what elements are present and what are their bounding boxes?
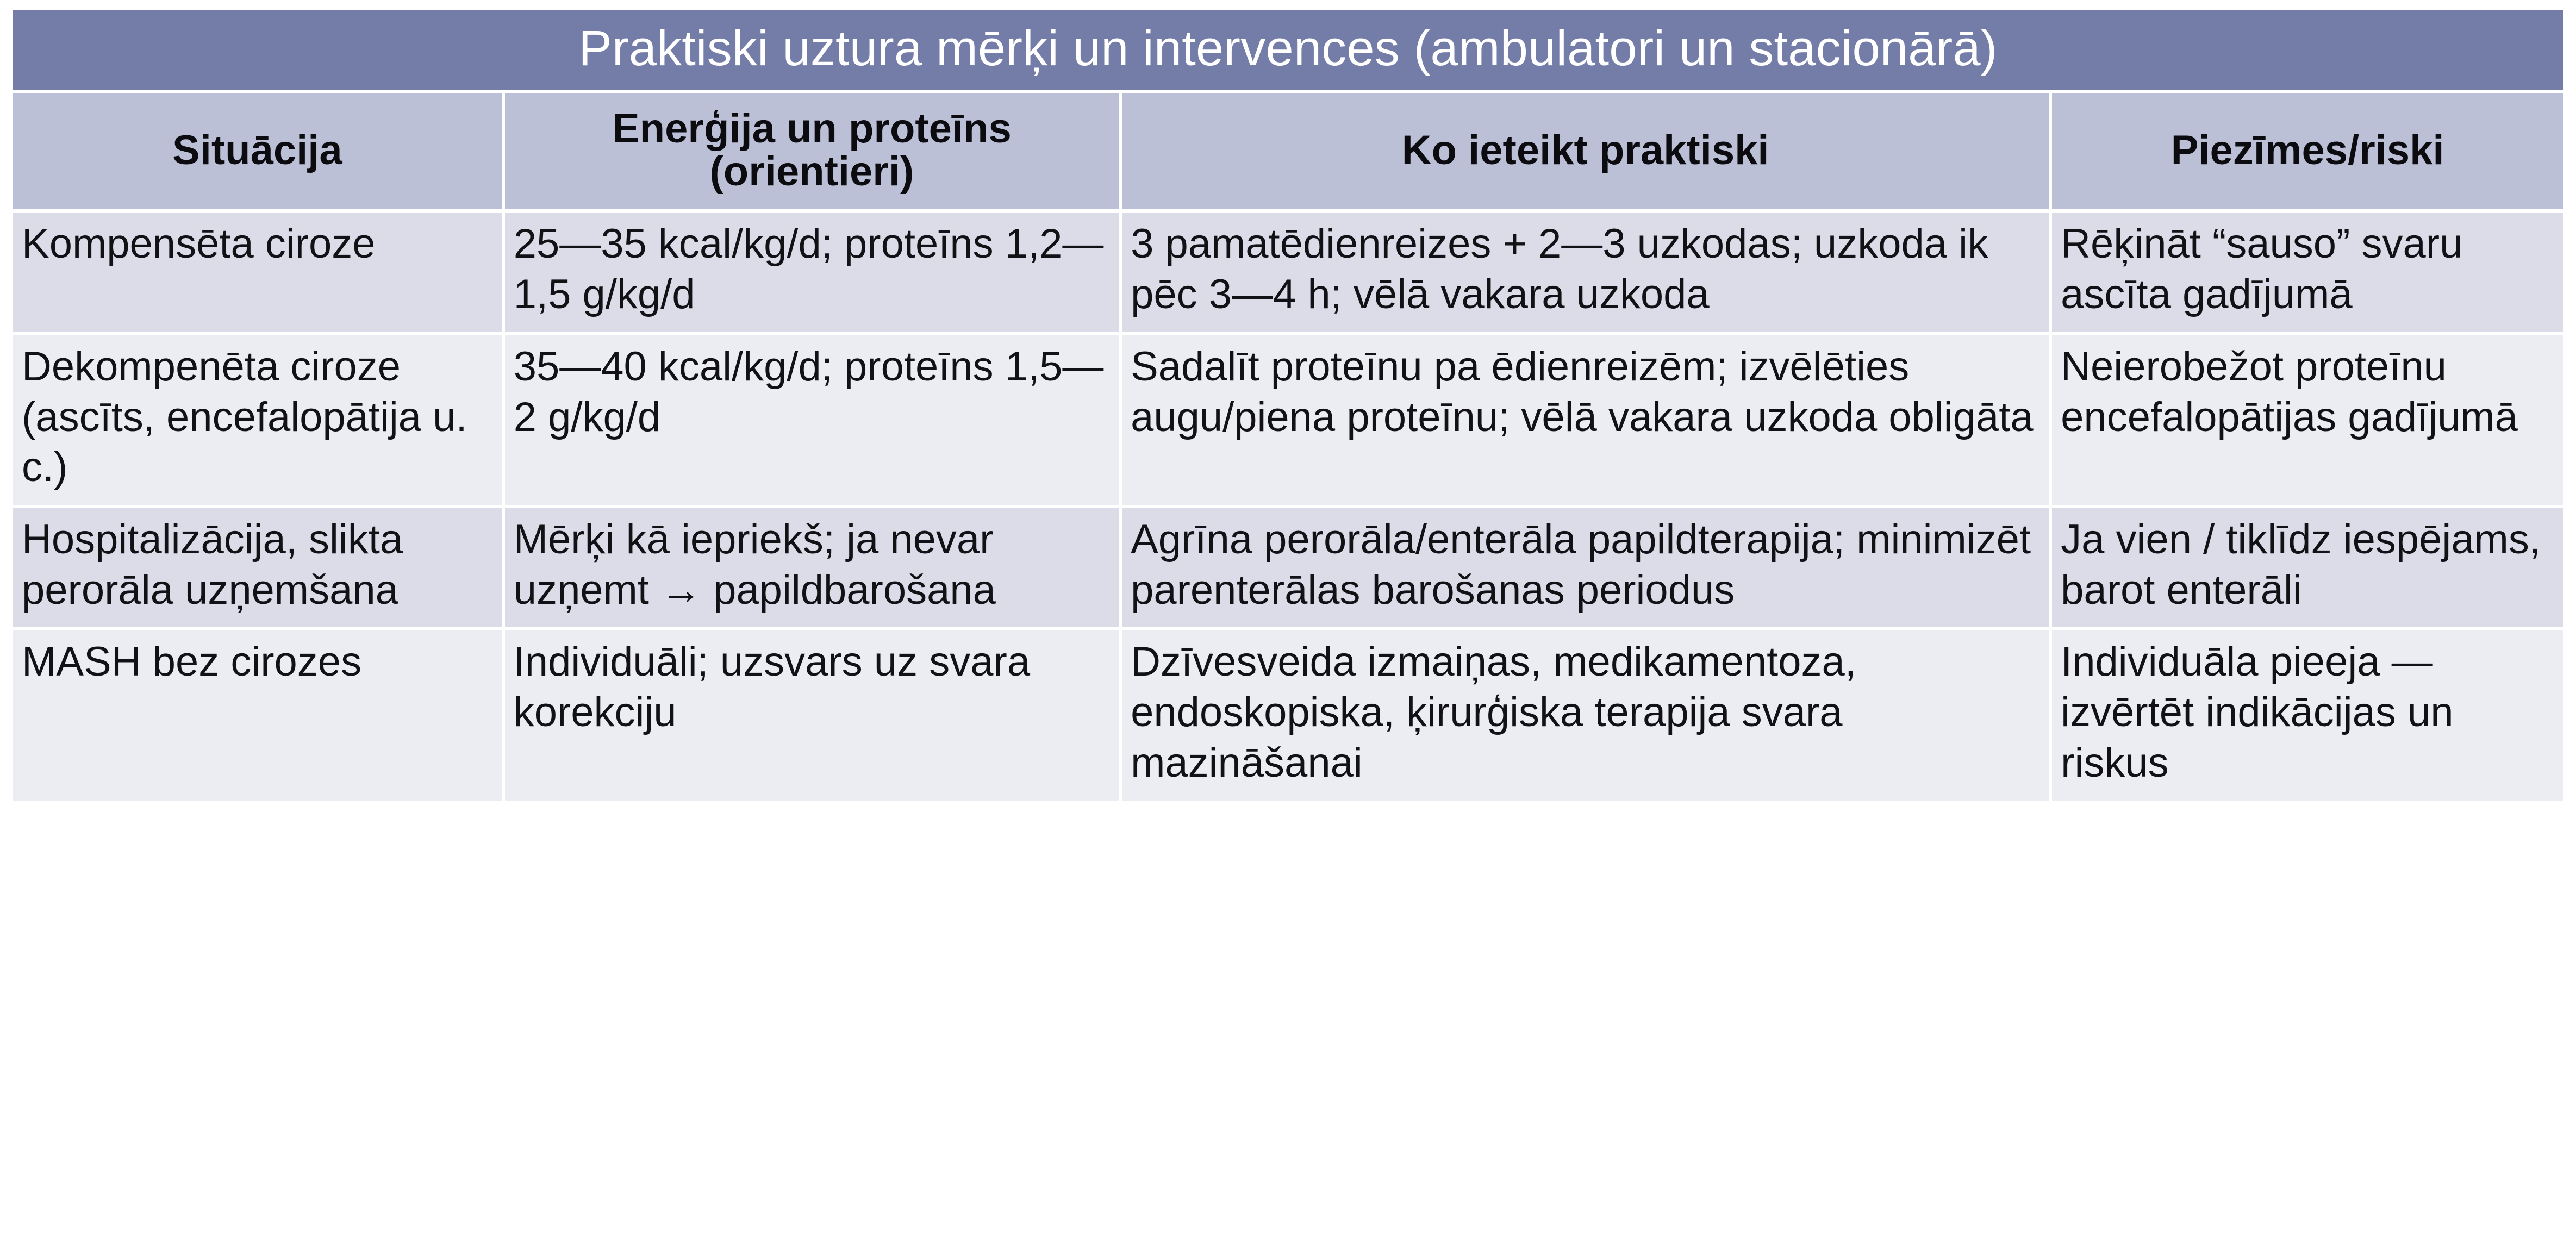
cell-situacija: Kompensēta ciroze <box>13 213 502 332</box>
cell-ieteikt: 3 pamatēdienreizes + 2—3 uzkodas; uzkoda ik pēc 3—4 h; vēlā vakara uzkoda <box>1122 213 2049 332</box>
table-header-row <box>13 93 2563 209</box>
cell-energija: Mērķi kā iepriekš; ja nevar uzņemt → papildbarošana <box>505 508 1119 627</box>
cell-situacija: MASH bez cirozes <box>13 630 502 800</box>
cell-energija: 25—35 kcal/kg/d; proteīns 1,2—1,5 g/kg/d <box>505 213 1119 332</box>
cell-situacija: Hospitalizācija, slikta perorāla uzņemšana <box>13 508 502 627</box>
table-row <box>13 335 2563 505</box>
cell-energija: 35—40 kcal/kg/d; proteīns 1,5—2 g/kg/d <box>505 335 1119 505</box>
table-title: Praktiski uztura mērķi un intervences (ambulatori un stacionārā) <box>13 10 2563 90</box>
table-row <box>13 213 2563 332</box>
table-row <box>13 630 2563 800</box>
cell-piezimes: Ja vien / tiklīdz iespējams, barot enterāli <box>2052 508 2563 627</box>
cell-piezimes: Rēķināt “sauso” svaru ascīta gadījumā <box>2052 213 2563 332</box>
nutrition-table-container <box>0 7 2576 804</box>
cell-piezimes: Individuāla pieeja — izvērtēt indikācijas un riskus <box>2052 630 2563 800</box>
cell-ieteikt: Sadalīt proteīnu pa ēdienreizēm; izvēlēties augu/piena proteīnu; vēlā vakara uzkoda obligāta <box>1122 335 2049 505</box>
column-header-energija: Enerģija un proteīns (orientieri) <box>505 93 1119 209</box>
column-header-situacija: Situācija <box>13 93 502 209</box>
column-header-piezimes: Piezīmes/riski <box>2052 93 2563 209</box>
column-header-ko-ieteikt: Ko ieteikt praktiski <box>1122 93 2049 209</box>
cell-piezimes: Neierobežot proteīnu encefalopātijas gadījumā <box>2052 335 2563 505</box>
cell-ieteikt: Agrīna perorāla/enterāla papildterapija; minimizēt parenterālas barošanas periodus <box>1122 508 2049 627</box>
cell-energija: Individuāli; uzsvars uz svara korekciju <box>505 630 1119 800</box>
nutrition-goals-table <box>10 7 2566 804</box>
table-row <box>13 508 2563 627</box>
cell-situacija: Dekompenēta ciroze (ascīts, encefalopātija u. c.) <box>13 335 502 505</box>
table-title-row <box>13 10 2563 90</box>
cell-ieteikt: Dzīvesveida izmaiņas, medikamentoza, endoskopiska, ķirurģiska terapija svara mazināšanai <box>1122 630 2049 800</box>
